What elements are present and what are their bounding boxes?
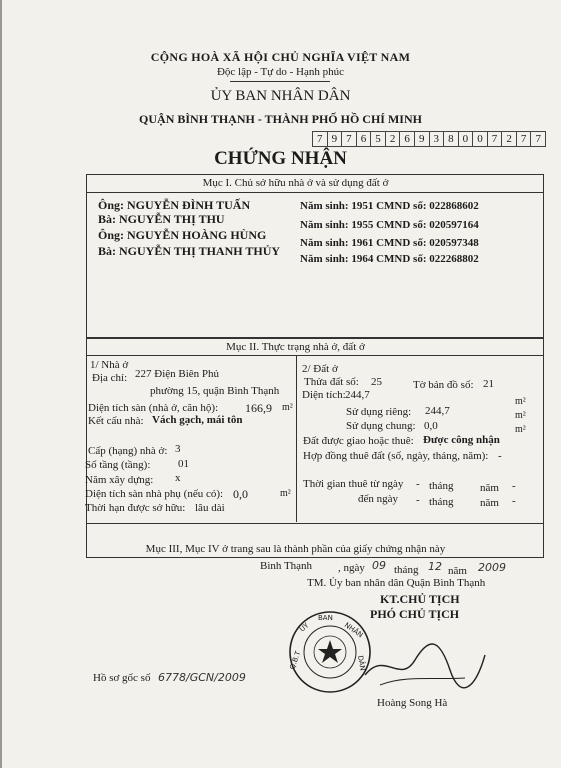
signature — [355, 630, 495, 700]
owner-name: Bà: NGUYỄN THỊ THANH THỦY — [98, 244, 281, 258]
committee-title: ỦY BAN NHÂN DÂN — [210, 88, 351, 104]
svg-text:BAN: BAN — [318, 614, 333, 622]
map-sheet-value: 21 — [483, 378, 494, 390]
motto: Độc lập - Tự do - Hạnh phúc — [216, 66, 345, 78]
floor-area-label: Diện tích sàn (nhà ở, căn hộ): — [88, 402, 219, 414]
serial-digit: 9 — [328, 132, 343, 146]
house-title: 1/ Nhà ở — [90, 359, 129, 371]
serial-digit: 2 — [502, 132, 517, 146]
motto-underline — [230, 81, 330, 82]
day-value: 09 — [372, 559, 386, 572]
lease-to-year-label: năm — [480, 497, 499, 509]
owner-name: Ông: NGUYỄN HOÀNG HÙNG — [98, 228, 267, 242]
serial-digit: 5 — [371, 132, 386, 146]
year-label: năm — [448, 565, 467, 577]
kt-chairman-title: KT.CHỦ TỊCH — [380, 592, 460, 606]
section-1-heading: Mục I. Chủ sở hữu nhà ở và sử dụng đất ở — [202, 177, 389, 189]
district-title: QUẬN BÌNH THẠNH - THÀNH PHỐ HỒ CHÍ MINH — [139, 112, 422, 126]
lease-from-month-label: tháng — [429, 480, 454, 492]
lease-contract-value: - — [498, 450, 502, 462]
owner-info: Năm sinh: 1951 CMND số: 022868602 — [300, 200, 479, 212]
serial-digit: 6 — [357, 132, 372, 146]
land-area-value: 244,7 — [345, 389, 370, 401]
serial-digit: 7 — [517, 132, 532, 146]
year-value: 2009 — [478, 561, 506, 574]
file-ref-value: 6778/GCN/2009 — [158, 671, 246, 684]
aux-area-unit: m² — [280, 488, 291, 499]
grant-value: Được công nhận — [423, 434, 500, 446]
lease-from-dash: - — [416, 478, 420, 490]
footer-note: Mục III, Mục IV ở trang sau là thành phần của giấy chứng nhận này — [145, 543, 446, 555]
structure-value: Vách gạch, mái tôn — [152, 414, 243, 426]
structure-label: Kết cấu nhà: — [88, 415, 144, 427]
page-edge — [0, 0, 2, 768]
ownership-term-value: lâu dài — [195, 502, 225, 514]
common-use-label: Sử dụng chung: — [346, 420, 416, 432]
section-2-column-divider — [296, 355, 297, 522]
section-2-divider — [86, 355, 543, 356]
serial-digit: 3 — [430, 132, 445, 146]
serial-digit: 0 — [459, 132, 474, 146]
aux-area-value: 0,0 — [233, 487, 248, 501]
owner-info: Năm sinh: 1961 CMND số: 020597348 — [300, 237, 479, 249]
file-ref-label: Hồ sơ gốc số — [93, 672, 151, 684]
year-built-label: Năm xây dựng: — [85, 474, 154, 486]
common-use-value: 0,0 — [424, 420, 438, 432]
signer-name: Hoàng Song Hà — [377, 697, 448, 709]
private-use-label: Sử dụng riêng: — [346, 406, 412, 418]
svg-text:NHÂN: NHÂN — [342, 621, 365, 640]
serial-digit: 7 — [342, 132, 357, 146]
document-title: CHỨNG NHẬN — [214, 148, 347, 169]
common-use-unit: m² — [515, 424, 526, 435]
serial-digit: 7 — [313, 132, 328, 146]
serial-digit: 6 — [400, 132, 415, 146]
month-label: tháng — [394, 564, 419, 576]
land-area-unit: m² — [515, 396, 526, 407]
private-use-value: 244,7 — [425, 405, 450, 417]
day-label: , ngày — [338, 562, 365, 574]
map-sheet-label: Tờ bản đồ số: — [413, 379, 474, 391]
serial-digit: 7 — [535, 133, 541, 145]
month-value: 12 — [428, 560, 442, 573]
floors-value: 01 — [178, 458, 189, 470]
plot-value: 25 — [371, 376, 382, 388]
ownership-term-label: Thời hạn được sở hữu: — [85, 502, 186, 514]
vice-chairman-title: PHÓ CHỦ TỊCH — [370, 607, 460, 621]
address-line-2: phường 15, quận Bình Thạnh — [150, 385, 280, 397]
national-title: CỘNG HOÀ XÃ HỘI CHỦ NGHĨA VIỆT NAM — [150, 50, 411, 64]
owner-name: Bà: NGUYỄN THỊ THU — [98, 212, 225, 226]
year-built-value: x — [175, 472, 181, 484]
lease-from-year-dash: - — [512, 480, 516, 492]
land-area-label: Diện tích: — [302, 389, 346, 401]
serial-digit: 9 — [415, 132, 430, 146]
grade-label: Cấp (hạng) nhà ở: — [88, 445, 168, 457]
serial-digit: 8 — [444, 132, 459, 146]
svg-text:DÂN: DÂN — [356, 654, 367, 672]
grant-label: Đất được giao hoặc thuê: — [303, 435, 414, 447]
floors-label: Số tầng (tầng): — [85, 459, 151, 471]
svg-text:Q.B.T: Q.B.T — [288, 650, 303, 671]
owner-name: Ông: NGUYỄN ĐÌNH TUẤN — [98, 198, 251, 212]
grade-value: 3 — [175, 443, 181, 455]
floor-area-unit: m² — [282, 402, 293, 413]
svg-text:ỦY: ỦY — [298, 621, 311, 634]
owner-info: Năm sinh: 1955 CMND số: 020597164 — [300, 219, 479, 231]
lease-to-year-dash: - — [512, 495, 516, 507]
lease-from-label: Thời gian thuê từ ngày — [303, 478, 404, 490]
lease-to-dash: - — [416, 494, 420, 506]
owner-info: Năm sinh: 1964 CMND số: 022268802 — [300, 253, 479, 265]
lease-contract-label: Hợp đồng thuê đất (số, ngày, tháng, năm): — [303, 450, 489, 462]
section-2-heading: Mục II. Thực trạng nhà ở, đất ở — [226, 341, 365, 353]
lease-to-label: đến ngày — [358, 493, 399, 505]
authority-line: TM. Ủy ban nhân dân Quận Bình Thạnh — [307, 577, 486, 589]
serial-digit: 2 — [386, 132, 401, 146]
plot-label: Thửa đất số: — [304, 376, 359, 388]
serial-digit: 7 — [488, 132, 503, 146]
land-title: 2/ Đất ở — [302, 363, 338, 375]
lease-to-month-label: tháng — [429, 496, 454, 508]
signing-place: Bình Thạnh — [260, 560, 313, 572]
section-1-divider — [86, 192, 543, 193]
address-line-1: 227 Điện Biên Phủ — [135, 368, 220, 380]
aux-area-label: Diện tích sàn nhà phụ (nếu có): — [85, 488, 224, 500]
floor-area-value: 166,9 — [245, 401, 272, 415]
address-label: Địa chỉ: — [92, 372, 128, 384]
private-use-unit: m² — [515, 410, 526, 421]
serial-number-boxes — [312, 131, 546, 147]
serial-digit: 0 — [473, 132, 488, 146]
lease-from-year-label: năm — [480, 482, 499, 494]
